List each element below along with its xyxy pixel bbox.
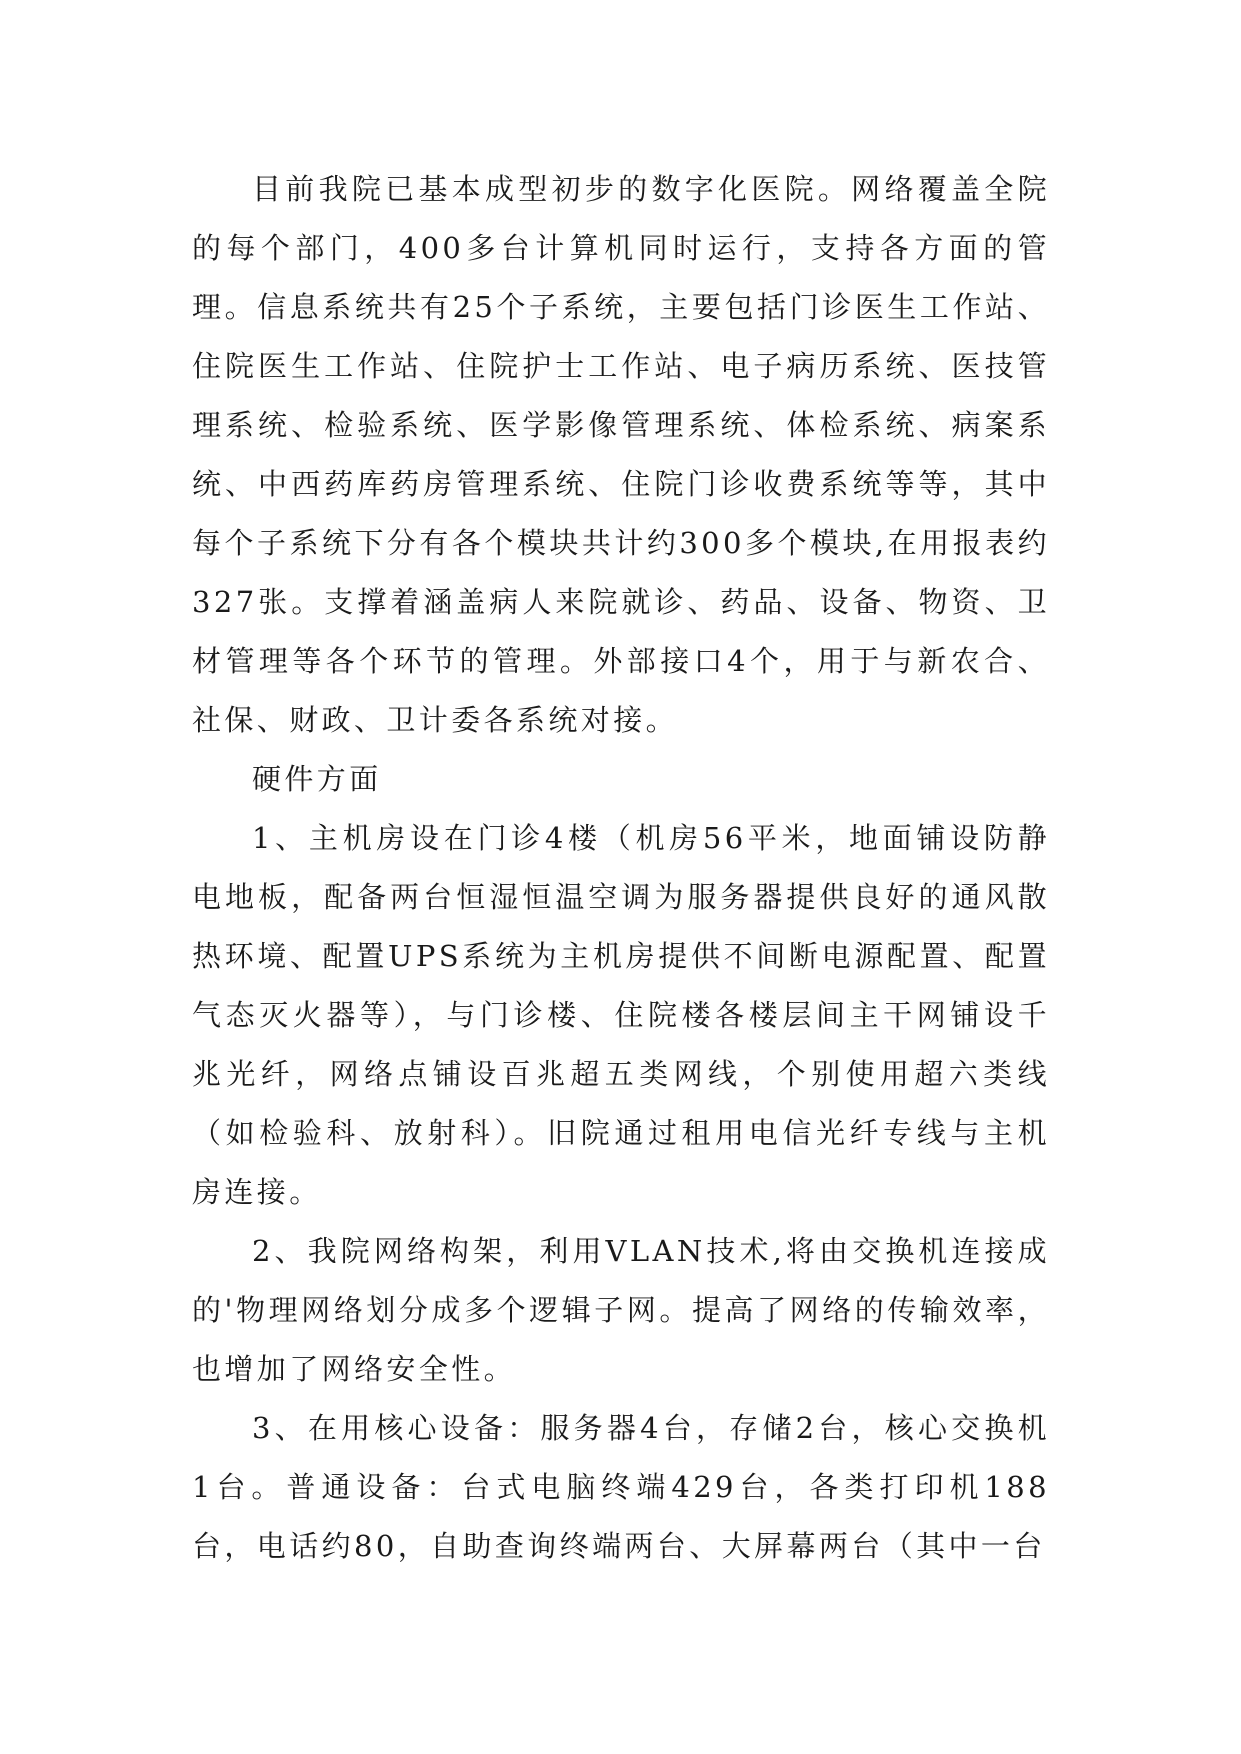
paragraph-digital-hospital-overview: 目前我院已基本成型初步的数字化医院。网络覆盖全院的每个部门，400多台计算机同时运行，支持各方面的管理。信息系统共有25个子系统，主要包括门诊医生工作站、住院医生工作站、住院护士工作站、电子病历系统、医技管理系统、检验系统、医学影像管理系统、体检系统、病案系统、中西药库药房管理系统、住院门诊收费系统等等，其中每个子系统下分有各个模块共计约300多个模块,在用报表约327张。支撑着涵盖病人来院就诊、药品、设备、物资、卫材管理等各个环节的管理。外部接口4个，用于与新农合、社保、财政、卫计委各系统对接。	[192, 172, 1050, 737]
document-body	[192, 160, 1050, 1576]
paragraph-hardware-heading: 硬件方面	[252, 762, 382, 796]
paragraph-core-equipment: 3、在用核心设备：服务器4台，存储2台，核心交换机1台。普通设备：台式电脑终端429台，各类打印机188台，电话约80，自助查询终端两台、大屏幕两台（其中一台	[192, 1411, 1050, 1563]
paragraph-network-architecture: 2、我院网络构架，利用VLAN技术,将由交换机连接成的'物理网络划分成多个逻辑子网。提高了网络的传输效率，也增加了网络安全性。	[192, 1234, 1050, 1386]
paragraph-server-room: 1、主机房设在门诊4楼（机房56平米，地面铺设防静电地板，配备两台恒湿恒温空调为服务器提供良好的通风散热环境、配置UPS系统为主机房提供不间断电源配置、配置气态灭火器等），与门诊楼、住院楼各楼层间主干网铺设千兆光纤，网络点铺设百兆超五类网线，个别使用超六类线（如检验科、放射科）。旧院通过租用电信光纤专线与主机房连接。	[192, 821, 1050, 1209]
